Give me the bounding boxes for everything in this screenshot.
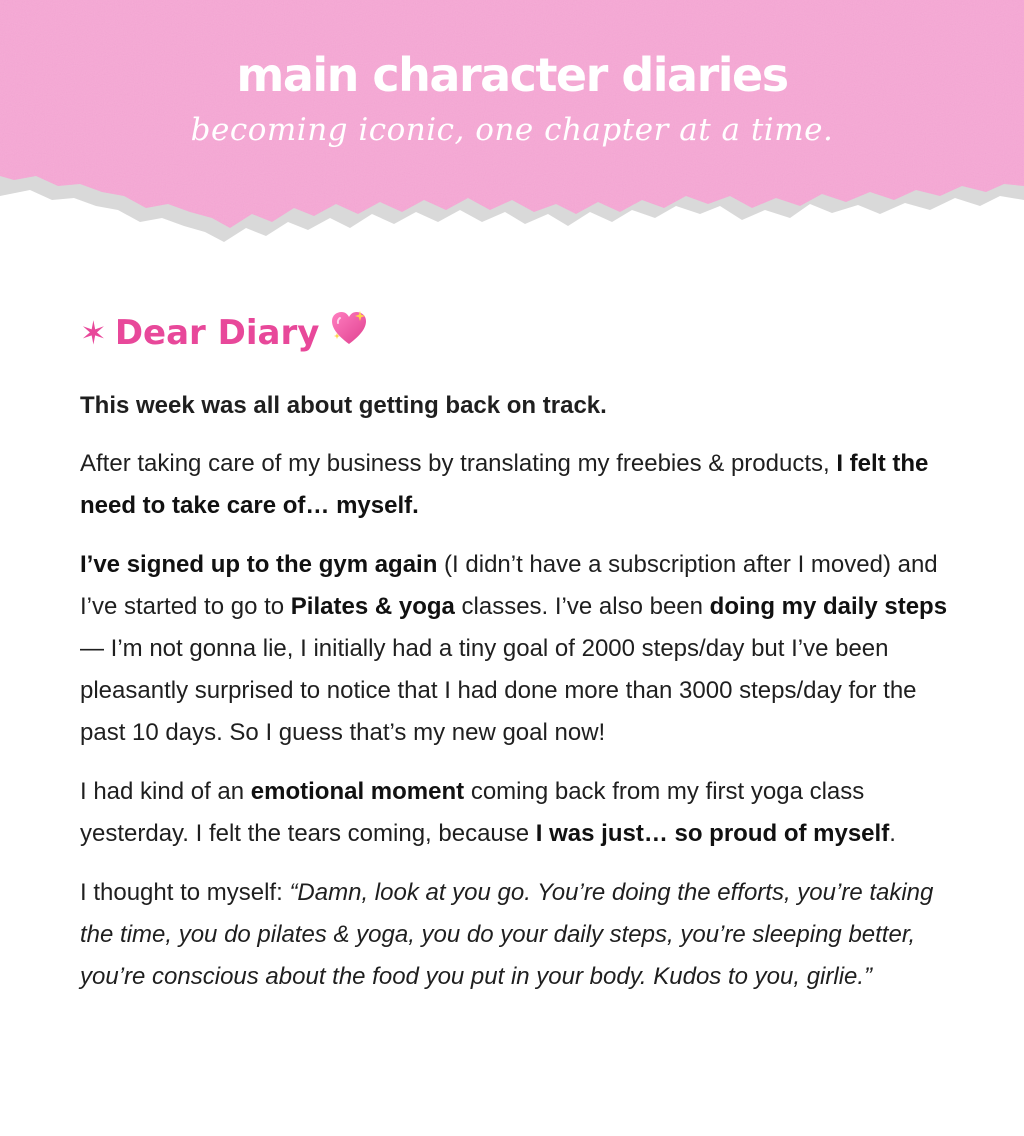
post-content <box>80 305 950 1015</box>
p2-text-f: — I’m not gonna lie, I initially had a tiny goal of 2000 steps/day but I’ve been pleasantly surprised to notice that I had done more than 3000 steps/day for the past 10 days. So I guess that’s my new goal now! <box>80 635 917 746</box>
p2-bold-e: doing my daily steps <box>709 593 948 620</box>
p4-quote: “Damn, look at you go. You’re doing the efforts, you’re taking the time, you do pilates & yoga, you do your daily steps, you’re sleeping better, you’re conscious about the food you put in your body. Kudos to you, girlie.” <box>80 879 934 990</box>
paragraph-4 <box>80 872 950 998</box>
p3-text-c: coming back from my first yoga class yesterday. I felt the tears coming, because <box>80 778 865 847</box>
paragraph-3 <box>80 771 950 855</box>
p3-bold-b: emotional moment <box>250 778 465 805</box>
paragraph-1 <box>80 443 950 527</box>
post-heading <box>80 305 950 361</box>
post-heading-text: Dear Diary <box>114 313 320 353</box>
p2-text-d: classes. I’ve also been <box>454 593 710 620</box>
p4-text-a: I thought to myself: <box>80 879 290 906</box>
p1-bold-b: I felt the need to take care of… myself. <box>80 450 929 519</box>
brand-tagline: becoming iconic, one chapter at a time. <box>190 112 834 148</box>
p3-text-a: I had kind of an <box>80 778 251 805</box>
star-icon: ✶ <box>80 314 107 352</box>
paragraph-2 <box>80 544 950 754</box>
p2-bold-a: I’ve signed up to the gym again <box>80 551 438 578</box>
p3-text-e: . <box>889 820 896 847</box>
p2-bold-c: Pilates & yoga <box>290 593 455 620</box>
lead-paragraph: This week was all about getting back on track. <box>80 392 607 419</box>
p2-text-b: (I didn’t have a subscription after I moved) and I’ve started to go to <box>80 551 938 620</box>
p1-text-a: After taking care of my business by translating my freebies & products, <box>80 450 837 477</box>
p3-bold-d: I was just… so proud of myself <box>535 820 890 847</box>
sparkling-heart-icon <box>329 309 369 358</box>
header-banner <box>0 0 1024 250</box>
brand-title: main character diaries <box>236 48 788 102</box>
